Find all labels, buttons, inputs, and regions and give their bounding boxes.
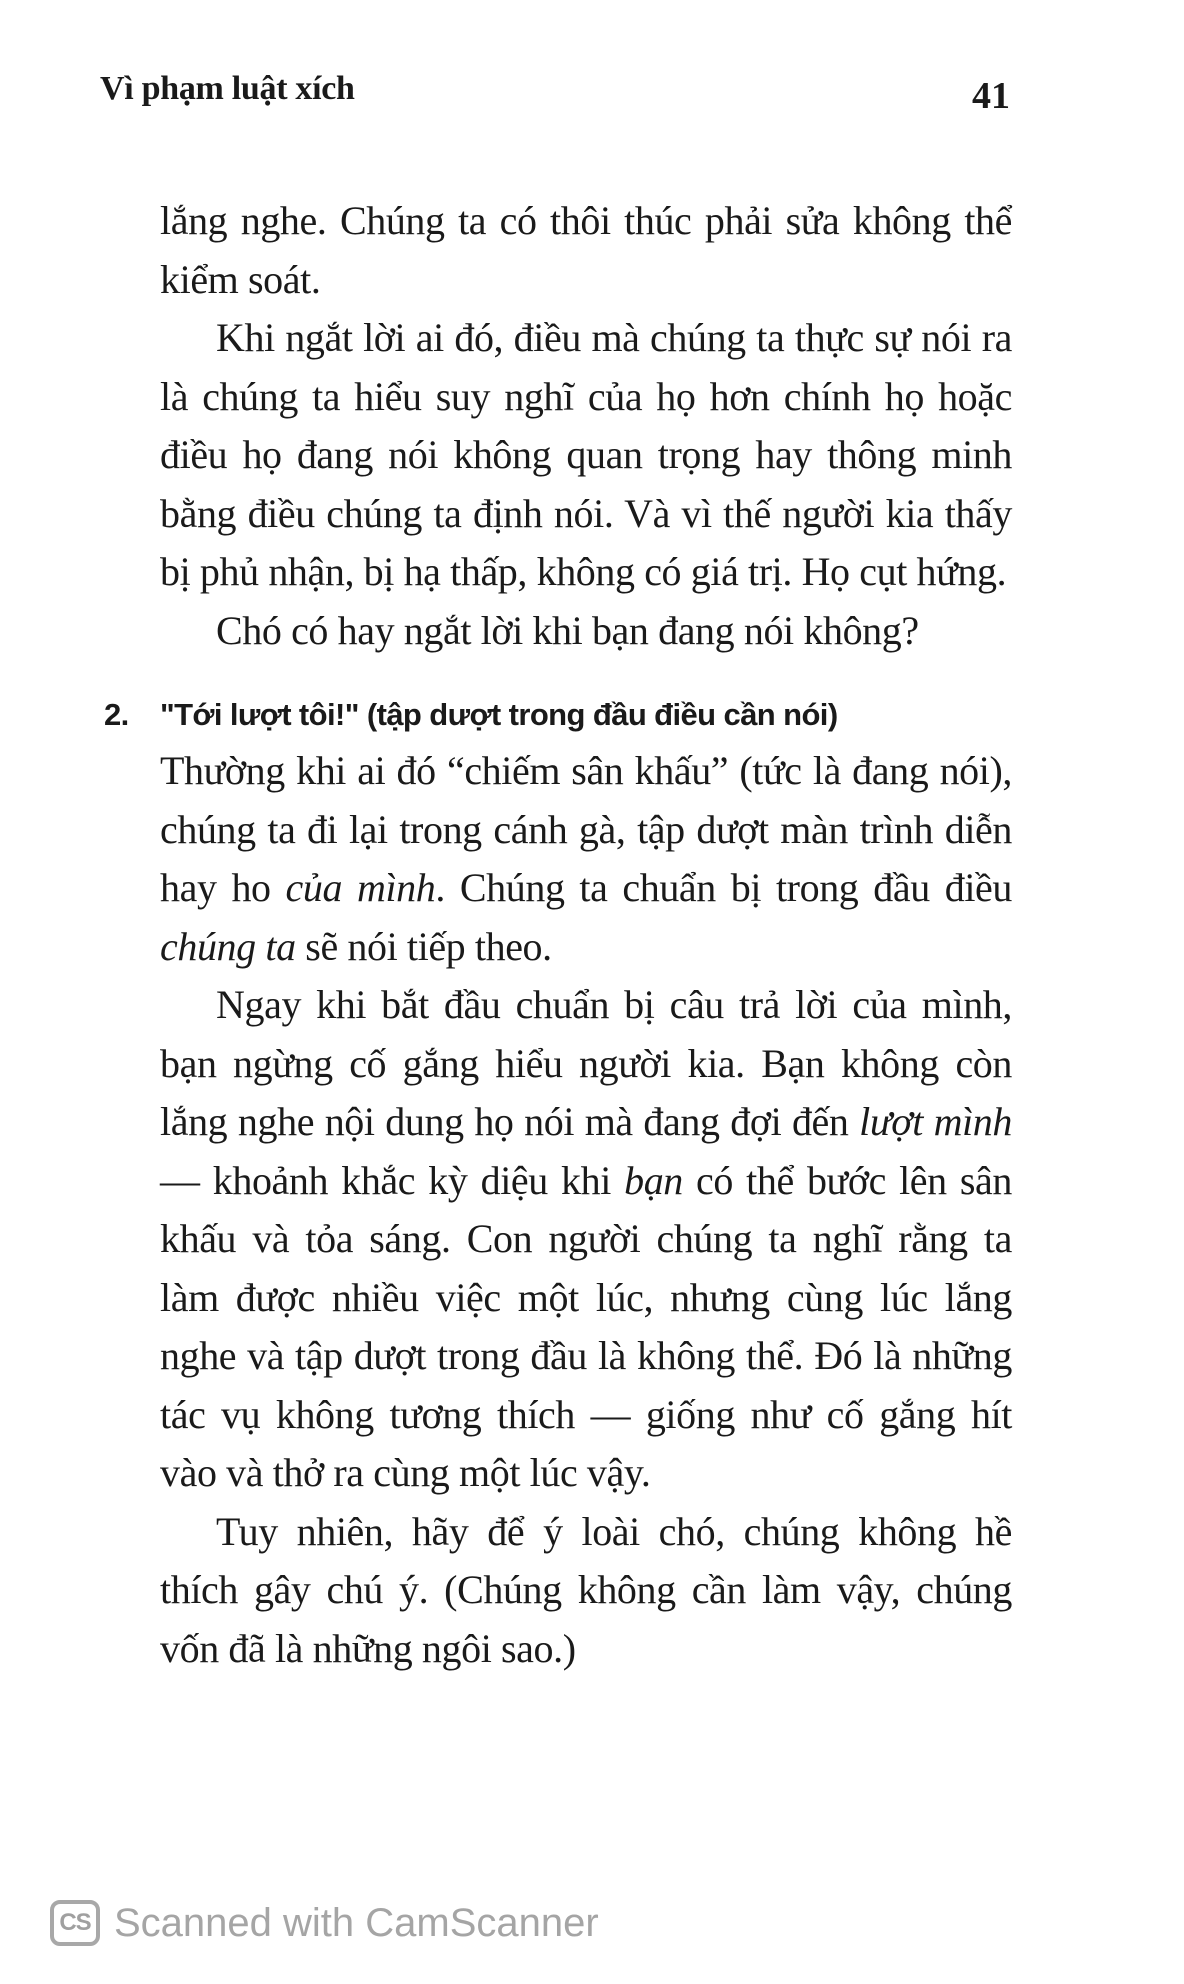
camscanner-logo-icon: CS (50, 1900, 100, 1946)
paragraph-5-part-a: Ngay khi bắt đầu chuẩn bị câu trả lời của mình, bạn ngừng cố gắng hiểu người kia. Bạn không còn lắng nghe nội dung họ nói mà đang đợi đến (160, 982, 1012, 1144)
paragraph-4-emphasis-2: chúng ta (160, 923, 296, 969)
paragraph-4-part-c: sẽ nói tiếp theo. (295, 923, 552, 969)
running-head-title: Vì phạm luật xích (100, 70, 355, 107)
paragraph-1: lắng nghe. Chúng ta có thôi thúc phải sửa không thể kiểm soát. (160, 198, 1012, 302)
scanner-watermark-text: Scanned with CamScanner (114, 1900, 599, 1945)
body-text (104, 192, 1012, 1678)
paragraph-4-emphasis-1: của mình (285, 865, 436, 910)
section-title: "Tới lượt tôi!" (tập dượt trong đầu điều cần nói) (160, 697, 838, 732)
paragraph-6: Tuy nhiên, hãy để ý loài chó, chúng không hề thích gây chú ý. (Chúng không cần làm vậy, chúng vốn đã là những ngôi sao.) (160, 1508, 1012, 1671)
paragraph-5-part-c: có thể bước lên sân khấu và tỏa sáng. Con người chúng ta nghĩ rằng ta làm được nhiều việc một lúc, nhưng cùng lúc lắng nghe và tập dượt trong đầu là không thể. Đó là những tác vụ không tương thích — giống như cố gắng hít vào và thở ra cùng một lúc vậy. (160, 1157, 1012, 1495)
paragraph-5-emphasis-2: bạn (624, 1157, 683, 1203)
paragraph-3: Chó có hay ngắt lời khi bạn đang nói không? (216, 607, 919, 653)
page-number: 41 (972, 75, 1010, 117)
paragraph-5 (160, 976, 1012, 1503)
section-heading (104, 688, 1012, 742)
paragraph-2: Khi ngắt lời ai đó, điều mà chúng ta thực sự nói ra là chúng ta hiểu suy nghĩ của họ hơn chính họ hoặc điều họ đang nói không quan trọng hay thông minh bằng điều chúng ta định nói. Và vì thế người kia thấy bị phủ nhận, bị hạ thấp, không có giá trị. Họ cụt hứng. (160, 315, 1012, 594)
paragraph-4-part-a: Thường khi ai đó “chiếm sân khấu” (tức là đang nói), chúng ta đi lại trong cánh gà, tập dượt màn trình diễn hay ho (160, 748, 1012, 910)
paragraph-5-emphasis-1: lượt mình (859, 1099, 1012, 1144)
paragraph-5-part-b: — khoảnh khắc kỳ diệu khi (160, 1157, 625, 1203)
paragraph-4-part-b: . Chúng ta chuẩn bị trong đầu điều (435, 865, 1012, 910)
section-number: 2. (104, 697, 129, 732)
paragraph-4 (160, 742, 1012, 976)
scanner-watermark (50, 1900, 599, 1946)
